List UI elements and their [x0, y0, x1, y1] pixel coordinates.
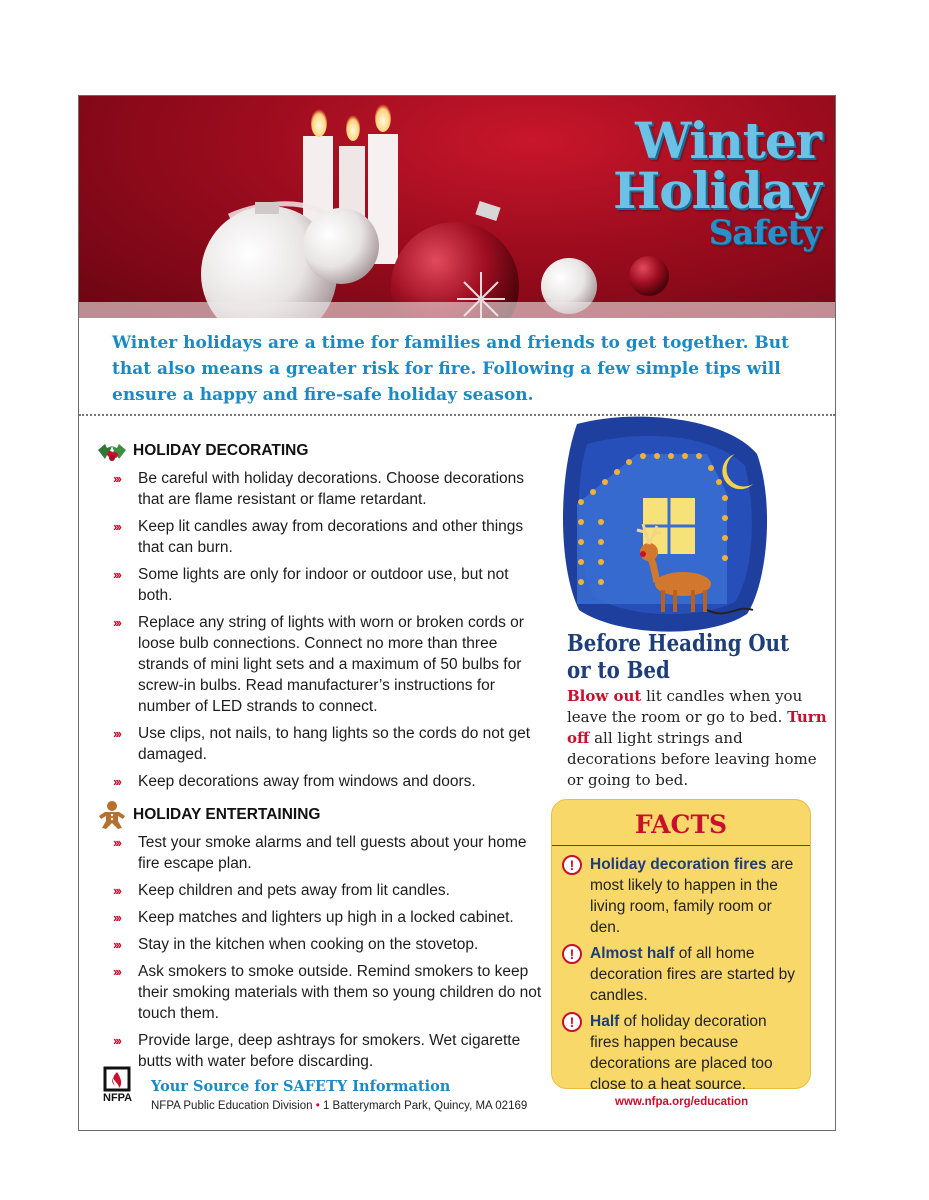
before-bed-text: Blow out lit candles when you leave the room or go to bed. Turn off all light strings and decorations before leaving home or going to bed. — [567, 687, 827, 789]
list-item: ››› Replace any string of lights with worn or broken cords or loose bulb connections. Connect no more than three strands of mini light sets and a maximum of 50 bulbs for screw-in bulbs. Read manufacturer’s instructions for number of LED strands to connect. — [113, 614, 524, 715]
fact-item: ! Holiday decoration fires are most likely to happen in the living room, family room or den. — [552, 854, 810, 938]
bullet-chevron-icon: ››› — [113, 471, 120, 486]
bullet-chevron-icon: ››› — [113, 964, 120, 979]
entertaining-heading — [95, 800, 545, 830]
bullet-chevron-icon: ››› — [113, 726, 120, 741]
facts-title: FACTS — [634, 810, 728, 839]
bullet-chevron-icon: ››› — [113, 1033, 120, 1048]
title-winter: Winter — [635, 111, 821, 170]
before-bed-title: Before Heading Out or to Bed — [567, 630, 790, 684]
list-item: ››› Keep decorations away from windows and doors. — [113, 773, 476, 790]
facts-box — [551, 799, 811, 1093]
bullet-chevron-icon: ››› — [113, 774, 120, 789]
entertaining-list — [95, 832, 545, 1072]
bullet-chevron-icon: ››› — [113, 910, 120, 925]
decorating-heading — [95, 436, 545, 466]
exclamation-icon: ! — [562, 1012, 582, 1032]
bullet-chevron-icon: ››› — [113, 937, 120, 952]
title-safety: Safety — [708, 213, 821, 253]
decorating-list — [95, 468, 545, 792]
gingerbread-icon — [95, 800, 129, 830]
house-reindeer-illustration — [557, 414, 769, 632]
tips-column — [95, 436, 545, 1078]
footer-tagline: Your Source for SAFETY Information — [151, 1078, 451, 1095]
list-item: ››› Stay in the kitchen when cooking on the stovetop. — [113, 936, 479, 953]
bullet-chevron-icon: ››› — [113, 883, 120, 898]
list-item: ››› Keep matches and lighters up high in a locked cabinet. — [113, 909, 514, 926]
website-link[interactable]: www.nfpa.org/education — [615, 1096, 749, 1108]
bullet-chevron-icon: ››› — [113, 835, 120, 850]
list-item: ››› Provide large, deep ashtrays for smokers. Wet cigarette butts with water before discarding. — [113, 1032, 521, 1070]
list-item: ››› Keep lit candles away from decorations and other things that can burn. — [113, 518, 524, 556]
list-item: ››› Keep children and pets away from lit candles. — [113, 882, 450, 899]
bullet-chevron-icon: ››› — [113, 519, 120, 534]
facts-divider — [552, 845, 810, 846]
list-item: ››› Test your smoke alarms and tell guests about your home fire escape plan. — [113, 834, 527, 872]
bullet-chevron-icon: ››› — [113, 567, 120, 582]
footer-address: NFPA Public Education Division • 1 Batterymarch Park, Quincy, MA 02169 — [151, 1100, 528, 1112]
list-item: ››› Use clips, not nails, to hang lights so the cords do not get damaged. — [113, 725, 531, 763]
title-block — [613, 111, 821, 253]
svg-text:NFPA: NFPA — [103, 1092, 133, 1104]
exclamation-icon: ! — [562, 944, 582, 964]
decorating-heading-text: HOLIDAY DECORATING — [133, 442, 309, 459]
nfpa-logo — [101, 1066, 145, 1104]
fact-item: ! Half of holiday decoration fires happen because decorations are placed too close to a heat source. — [552, 1011, 810, 1095]
header-banner — [79, 96, 835, 318]
entertaining-heading-text: HOLIDAY ENTERTAINING — [133, 806, 321, 823]
list-item: ››› Some lights are only for indoor or outdoor use, but not both. — [113, 566, 509, 604]
bullet-chevron-icon: ››› — [113, 615, 120, 630]
list-item: ››› Ask smokers to smoke outside. Remind smokers to keep their smoking materials with them so young children do not touch them. — [113, 963, 542, 1022]
list-item: ››› Be careful with holiday decorations. Choose decorations that are flame resistant or flame retardant. — [113, 470, 525, 508]
exclamation-icon: ! — [562, 855, 582, 875]
title-holiday: Holiday — [613, 161, 821, 220]
intro-paragraph: Winter holidays are a time for families and friends to get together. But that also means a greater risk for fire. Following a few simple tips will ensure a happy and fire-safe holiday season. — [112, 333, 790, 405]
holly-icon — [95, 436, 129, 466]
flyer-page — [78, 95, 836, 1131]
fact-item: ! Almost half of all home decoration fires are started by candles. — [552, 943, 810, 1006]
